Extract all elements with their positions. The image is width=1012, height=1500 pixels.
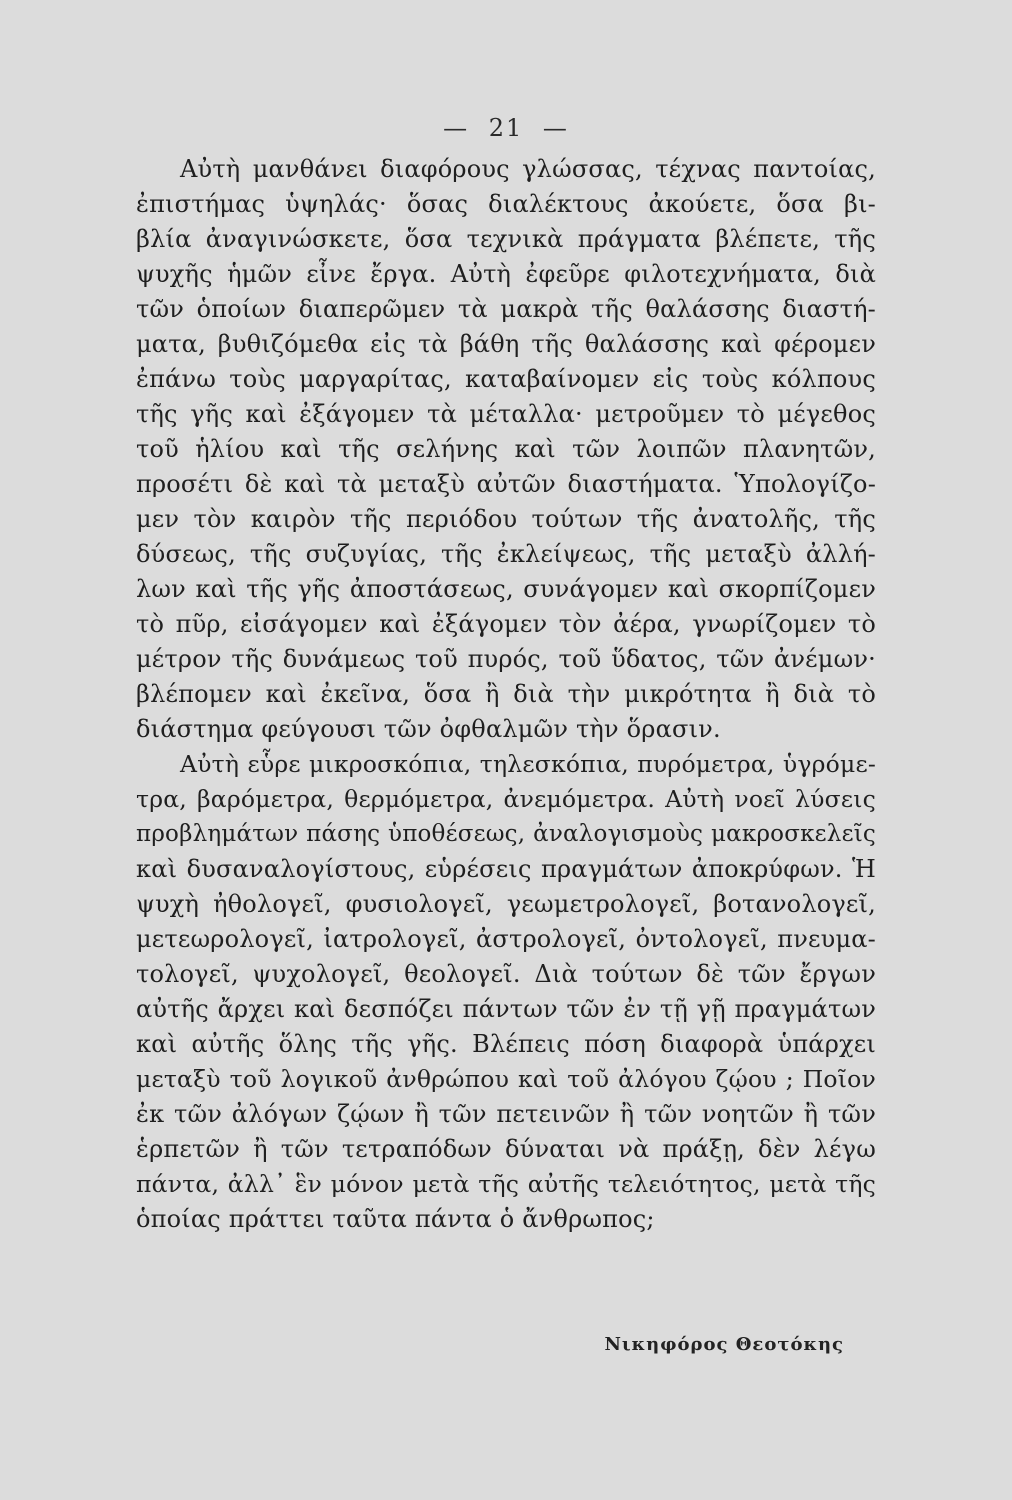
text-line: ὁποίας πράττει ταῦτα πάντα ὁ ἄνθρωπος;	[136, 1205, 655, 1233]
text-line: μέτρον τῆς δυνάμεως τοῦ πυρός, τοῦ ὕδατος, τῶν ἀνέμων·	[136, 645, 876, 673]
text-line: μεν τὸν καιρὸν τῆς περιόδου τούτων τῆς ἀνατολῆς, τῆς	[136, 505, 876, 533]
text-line: διάστημα φεύγουσι τῶν ὀφθαλμῶν τὴν ὅρασιν.	[136, 715, 721, 743]
text-line: ἑρπετῶν ἢ τῶν τετραπόδων δύναται νὰ πράξῃ, δὲν λέγω	[136, 1135, 876, 1163]
text-line: ἐκ τῶν ἀλόγων ζῴων ἢ τῶν πετεινῶν ἢ τῶν νοητῶν ἢ τῶν	[136, 1100, 876, 1128]
text-line: ματα, βυθιζόμεθα εἰς τὰ βάθη τῆς θαλάσσης καὶ φέρομεν	[136, 330, 876, 358]
text-line: λων καὶ τῆς γῆς ἀποστάσεως, συνάγομεν καὶ σκορπίζομεν	[136, 575, 876, 603]
body-text	[136, 152, 876, 1237]
text-line: Αὐτὴ εὗρε μικροσκόπια, τηλεσκόπια, πυρόμετρα, ὑγρόμε-	[180, 750, 876, 778]
page-number: 21	[488, 114, 524, 142]
text-line: ἐπιστήμας ὑψηλάς· ὅσας διαλέκτους ἀκούετε, ὅσα βι-	[136, 190, 876, 218]
text-line: προβλημάτων πάσης ὑποθέσεως, ἀναλογισμοὺς μακροσκελεῖς	[136, 821, 876, 847]
text-line: τρα, βαρόμετρα, θερμόμετρα, ἀνεμόμετρα. Αὐτὴ νοεῖ λύσεις	[136, 785, 876, 813]
text-line: ἐπάνω τοὺς μαργαρίτας, καταβαίνομεν εἰς τοὺς κόλπους	[136, 365, 876, 393]
text-line: τοῦ ἡλίου καὶ τῆς σελήνης καὶ τῶν λοιπῶν πλανητῶν,	[136, 435, 876, 463]
text-line: καὶ αὐτῆς ὅλης τῆς γῆς. Βλέπεις πόση διαφορὰ ὑπάρχει	[136, 1030, 876, 1058]
text-line: πάντα, ἀλλ᾽ ἓν μόνον μετὰ τῆς αὐτῆς τελειότητος, μετὰ τῆς	[136, 1170, 876, 1198]
text-line: ψυχῆς ἡμῶν εἶνε ἔργα. Αὐτὴ ἐφεῦρε φιλοτεχνήματα, διὰ	[136, 260, 876, 288]
text-line: τῶν ὁποίων διαπερῶμεν τὰ μακρὰ τῆς θαλάσσης διαστή-	[136, 295, 876, 323]
dash-right: —	[542, 114, 569, 142]
author-signature: Νικηφόρος Θεοτόκης	[604, 1334, 844, 1355]
text-line: Αὐτὴ μανθάνει διαφόρους γλώσσας, τέχνας παντοίας,	[180, 155, 876, 183]
text-line: βλία ἀναγινώσκετε, ὅσα τεχνικὰ πράγματα βλέπετε, τῆς	[136, 225, 876, 253]
text-line: μεταξὺ τοῦ λογικοῦ ἀνθρώπου καὶ τοῦ ἀλόγου ζῴου ; Ποῖον	[136, 1065, 876, 1093]
text-line: μετεωρολογεῖ, ἰατρολογεῖ, ἀστρολογεῖ, ὀντολογεῖ, πνευμα-	[136, 925, 876, 953]
text-line: ψυχὴ ἠθολογεῖ, φυσιολογεῖ, γεωμετρολογεῖ, βοτανολογεῖ,	[136, 890, 876, 918]
text-line: τὸ πῦρ, εἰσάγομεν καὶ ἐξάγομεν τὸν ἀέρα, γνωρίζομεν τὸ	[136, 610, 876, 638]
page-number-header	[0, 114, 1012, 142]
text-line: δύσεως, τῆς συζυγίας, τῆς ἐκλείψεως, τῆς μεταξὺ ἀλλή-	[136, 540, 876, 568]
text-line: τῆς γῆς καὶ ἐξάγομεν τὰ μέταλλα· μετροῦμεν τὸ μέγεθος	[136, 400, 876, 428]
text-line: αὐτῆς ἄρχει καὶ δεσπόζει πάντων τῶν ἐν τῇ γῇ πραγμάτων	[136, 995, 876, 1023]
dash-left: —	[443, 114, 470, 142]
text-line: προσέτι δὲ καὶ τὰ μεταξὺ αὐτῶν διαστήματα. Ὑπολογίζο-	[136, 470, 876, 498]
text-line: τολογεῖ, ψυχολογεῖ, θεολογεῖ. Διὰ τούτων δὲ τῶν ἔργων	[136, 960, 876, 988]
text-line: βλέπομεν καὶ ἐκεῖνα, ὅσα ἢ διὰ τὴν μικρότητα ἢ διὰ τὸ	[136, 680, 876, 708]
text-line: καὶ δυσαναλογίστους, εὑρέσεις πραγμάτων ἀποκρύφων. Ἡ	[136, 855, 876, 883]
